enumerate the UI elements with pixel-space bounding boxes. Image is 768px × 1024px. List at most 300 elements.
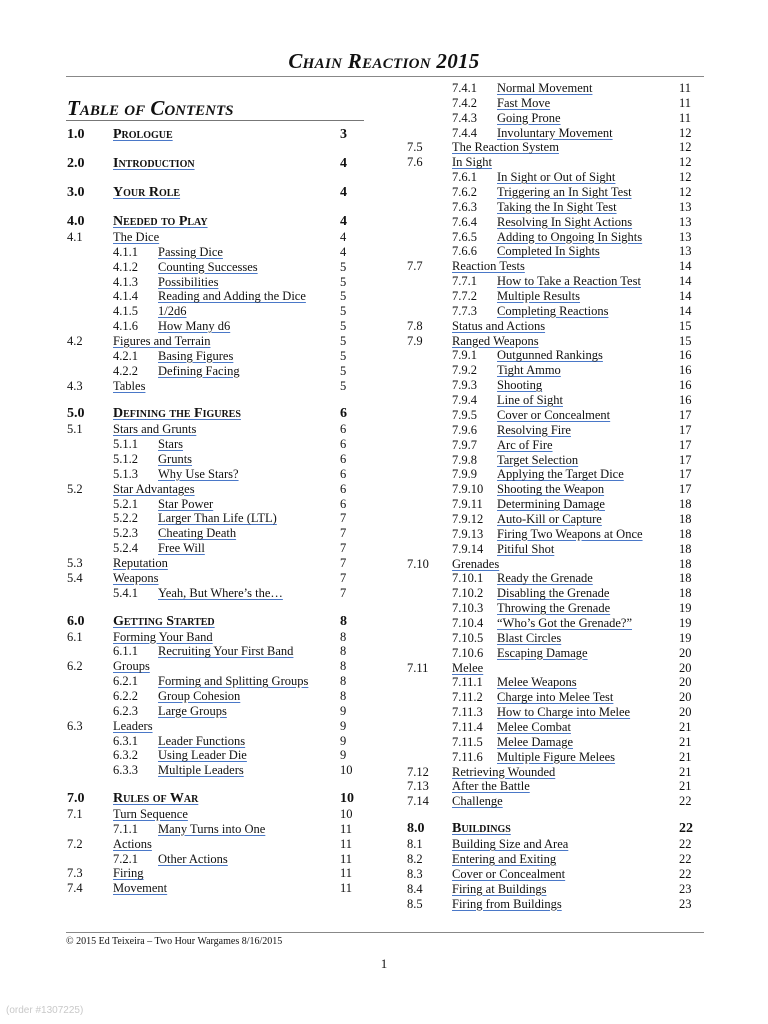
toc-entry-link[interactable]: Status and Actions	[452, 318, 546, 333]
toc-entry-number: 5.2	[67, 481, 83, 496]
toc-entry-page: 7	[340, 526, 347, 541]
toc-entry-number: 5.2.1	[113, 496, 138, 511]
toc-entry-link[interactable]: Melee Damage	[497, 734, 574, 749]
toc-entry[interactable]	[407, 735, 699, 750]
toc-entry-page: 14	[679, 259, 692, 274]
toc-entry[interactable]	[407, 274, 699, 289]
toc-entry-link[interactable]: Arc of Fire	[497, 437, 553, 452]
toc-entry-page: 22	[679, 866, 692, 881]
toc-entry-link[interactable]: Disabling the Grenade	[497, 586, 610, 601]
toc-entry-number: 7.10.4	[452, 615, 484, 630]
toc-entry-page: 13	[679, 214, 692, 229]
toc-section-heading[interactable]	[407, 821, 699, 837]
toc-entry-number: 7.4.2	[452, 95, 477, 110]
toc-entry-link[interactable]: Turn Sequence	[113, 807, 188, 822]
toc-entry-number: 7.0	[67, 791, 85, 807]
toc-entry-page: 6	[340, 406, 347, 422]
toc-entry-number: 8.5	[407, 896, 423, 911]
toc-entry-link[interactable]: After the Battle	[452, 779, 530, 794]
toc-entry-link[interactable]: Actions	[113, 836, 152, 851]
toc-entry-link[interactable]: Completed In Sights	[497, 244, 600, 259]
toc-entry-number: 3.0	[67, 185, 85, 200]
toc-entry[interactable]	[407, 140, 699, 155]
toc-entry[interactable]	[407, 200, 699, 215]
toc-entry-link[interactable]: Determining Damage	[497, 497, 605, 512]
toc-entry-link[interactable]: “Who’s Got the Grenade?”	[497, 615, 633, 630]
toc-entry-link[interactable]: Involuntary Movement	[497, 125, 613, 140]
toc-entry-number: 5.4	[67, 570, 83, 585]
toc-entry[interactable]	[407, 81, 699, 96]
toc-entry[interactable]	[407, 363, 699, 378]
toc-entry-link[interactable]: Your Role	[113, 185, 181, 200]
toc-entry-number: 7.10.3	[452, 601, 484, 616]
toc-entry-page: 17	[679, 422, 692, 437]
toc-entry-link[interactable]: Melee Combat	[497, 719, 571, 734]
toc-entry-number: 4.1.5	[113, 304, 138, 319]
toc-entry-link[interactable]: Taking the In Sight Test	[497, 199, 617, 214]
toc-entry-page: 5	[340, 363, 347, 378]
toc-entry-page: 13	[679, 199, 692, 214]
toc-entry[interactable]	[407, 867, 699, 882]
toc-entry[interactable]	[407, 661, 699, 676]
toc-entry-number: 7.9.11	[452, 497, 483, 512]
toc-entry-page: 14	[679, 274, 692, 289]
toc-entry-link[interactable]: Needed to Play	[113, 214, 208, 229]
toc-entry-number: 7.11.3	[452, 705, 483, 720]
toc-entry-link[interactable]: Outgunned Rankings	[497, 348, 603, 363]
toc-entry-link[interactable]: How Many d6	[158, 319, 231, 334]
toc-entry-link[interactable]: In Sight or Out of Sight	[497, 170, 616, 185]
toc-entry-link[interactable]: 1/2d6	[158, 304, 187, 319]
toc-entry[interactable]	[407, 837, 699, 852]
toc-entry-number: 4.1.1	[113, 244, 138, 259]
toc-entry-page: 9	[340, 703, 347, 718]
toc-entry-link[interactable]: Challenge	[452, 794, 503, 809]
toc-entry-link[interactable]: Forming and Splitting Groups	[158, 674, 309, 689]
toc-entry[interactable]	[407, 170, 699, 185]
toc-entry-number: 7.7.3	[452, 303, 477, 318]
toc-entry-number: 7.10	[407, 556, 429, 571]
toc-entry-link[interactable]: Figures and Terrain	[113, 333, 211, 348]
toc-entry-page: 13	[679, 244, 692, 259]
toc-entry-link[interactable]: Melee Weapons	[497, 675, 577, 690]
toc-entry-page: 10	[340, 763, 353, 778]
toc-entry-number: 6.2	[67, 659, 83, 674]
toc-entry[interactable]	[407, 646, 699, 661]
toc-entry-number: 4.3	[67, 378, 83, 393]
toc-entry-page: 16	[679, 393, 692, 408]
toc-entry-number: 6.0	[67, 613, 85, 629]
toc-entry-number: 7.2	[67, 836, 83, 851]
toc-entry-number: 7.6.4	[452, 214, 477, 229]
toc-entry-number: 5.4.1	[113, 585, 138, 600]
toc-entry-link[interactable]: Buildings	[452, 821, 511, 837]
toc-entry[interactable]	[407, 690, 699, 705]
toc-entry-page: 11	[340, 866, 353, 881]
toc-entry-number: 6.2.1	[113, 674, 138, 689]
toc-entry-number: 7.12	[407, 764, 429, 779]
toc-entry-link[interactable]: Leader Functions	[158, 733, 246, 748]
toc-entry-link[interactable]: Star Advantages	[113, 481, 195, 496]
toc-entry[interactable]	[407, 512, 699, 527]
toc-entry-link[interactable]: Throwing the Grenade	[497, 601, 611, 616]
toc-entry-link[interactable]: Grenades	[452, 556, 500, 571]
toc-entry-number: 7.6.6	[452, 244, 477, 259]
toc-entry[interactable]	[407, 259, 699, 274]
toc-entry-page: 12	[679, 155, 692, 170]
toc-entry[interactable]	[407, 675, 699, 690]
toc-entry-page: 10	[340, 791, 354, 807]
toc-entry-page: 5	[340, 274, 347, 289]
toc-entry-link[interactable]: The Dice	[113, 230, 160, 244]
toc-entry-page: 20	[679, 690, 692, 705]
toc-entry-number: 7.1.1	[113, 821, 138, 836]
footer-copyright: © 2015 Ed Teixeira – Two Hour Wargames 8/16/2015	[66, 936, 283, 947]
toc-entry-link[interactable]: Shooting the Weapon	[497, 482, 605, 497]
toc-entry-number: 7.9.14	[452, 541, 484, 556]
toc-entry-link[interactable]: Resolving Fire	[497, 422, 571, 437]
toc-entry-page: 4	[340, 185, 347, 200]
toc-entry-page: 15	[679, 333, 692, 348]
toc-entry-number: 7.1	[67, 807, 83, 822]
toc-entry[interactable]	[407, 155, 699, 170]
toc-entry[interactable]	[407, 185, 699, 200]
toc-entry-link[interactable]: Ranged Weapons	[452, 333, 539, 348]
toc-entry-number: 7.3	[67, 866, 83, 881]
toc-entry-page: 16	[679, 348, 692, 363]
toc-entry-link[interactable]: Prologue	[113, 127, 173, 142]
toc-entry-page: 6	[340, 466, 347, 481]
toc-entry-number: 5.1	[67, 422, 83, 437]
toc-entry-page: 11	[340, 836, 353, 851]
toc-entry-link[interactable]: Recruiting Your First Band	[158, 644, 294, 659]
toc-entry[interactable]	[407, 601, 699, 616]
toc-entry[interactable]	[407, 542, 699, 557]
toc-entry-number: 4.2.2	[113, 363, 138, 378]
toc-entry[interactable]	[407, 96, 699, 111]
toc-entry[interactable]	[407, 779, 699, 794]
toc-entry-number: 6.3.3	[113, 763, 138, 778]
toc-entry-link[interactable]: Retrieving Wounded	[452, 764, 556, 779]
toc-entry-page: 7	[340, 511, 347, 526]
order-note: (order #1307225)	[6, 1005, 84, 1016]
toc-entry-link[interactable]: Blast Circles	[497, 630, 562, 645]
toc-entry-link[interactable]: Multiple Figure Melees	[497, 749, 616, 764]
toc-entry-link[interactable]: Line of Sight	[497, 393, 563, 408]
toc-entry-page: 4	[340, 244, 347, 259]
toc-entry-page: 5	[340, 259, 347, 274]
toc-entry-link[interactable]: Firing	[113, 866, 144, 881]
toc-entry-page: 11	[679, 110, 692, 125]
toc-entry-page: 21	[679, 719, 692, 734]
toc-entry[interactable]	[407, 586, 699, 601]
toc-entry-number: 7.11	[407, 660, 429, 675]
toc-entry-number: 7.11.4	[452, 719, 483, 734]
toc-entry-link[interactable]: Going Prone	[497, 110, 561, 125]
toc-entry-link[interactable]: Escaping Damage	[497, 645, 588, 660]
toc-entry-link[interactable]: Tight Ammo	[497, 363, 561, 378]
toc-entry-number: 6.1.1	[113, 644, 138, 659]
toc-entry-link[interactable]: Applying the Target Dice	[497, 467, 624, 482]
toc-entry-page: 17	[679, 452, 692, 467]
toc-entry-page: 8	[340, 613, 347, 629]
toc-entry-link[interactable]: Entering and Exiting	[452, 852, 557, 866]
footer-rule	[66, 932, 704, 933]
toc-entry-link[interactable]: Large Groups	[158, 703, 227, 718]
toc-entry-number: 6.2.3	[113, 703, 138, 718]
toc-entry-number: 7.6	[407, 155, 423, 170]
toc-entry-link[interactable]: Possibilities	[158, 274, 219, 289]
toc-entry-link[interactable]: Triggering an In Sight Test	[497, 185, 632, 200]
toc-entry-number: 6.3	[67, 718, 83, 733]
toc-entry-link[interactable]: Firing Two Weapons at Once	[497, 526, 643, 541]
toc-entry[interactable]	[407, 334, 699, 349]
toc-entry-number: 8.0	[407, 821, 425, 837]
toc-entry-link[interactable]: Basing Figures	[158, 348, 234, 363]
toc-entry[interactable]	[407, 765, 699, 780]
toc-entry-page: 11	[340, 821, 353, 836]
toc-entry-link[interactable]: Pitiful Shot	[497, 541, 555, 556]
toc-entry-page: 5	[340, 333, 347, 348]
toc-entry-link[interactable]: Movement	[113, 881, 168, 896]
toc-entry-link[interactable]: Forming Your Band	[113, 629, 213, 644]
toc-entry-link[interactable]: Many Turns into One	[158, 821, 266, 836]
toc-entry-link[interactable]: Adding to Ongoing In Sights	[497, 229, 643, 244]
toc-entry[interactable]	[407, 467, 699, 482]
toc-entry-number: 7.10.6	[452, 645, 484, 660]
toc-entry[interactable]	[407, 557, 699, 572]
toc-entry[interactable]	[407, 750, 699, 765]
toc-entry-number: 8.1	[407, 837, 423, 852]
toc-entry-link[interactable]: Other Actions	[158, 851, 228, 866]
toc-entry-number: 5.2.3	[113, 526, 138, 541]
toc-entry-number: 5.1.1	[113, 437, 138, 452]
toc-entry-link[interactable]: Getting Started	[113, 613, 215, 629]
toc-entry-number: 8.3	[407, 866, 423, 881]
toc-entry[interactable]	[407, 378, 699, 393]
toc-entry-number: 6.1	[67, 629, 83, 644]
toc-entry-page: 6	[340, 452, 347, 467]
toc-entry-link[interactable]: Defining the Figures	[113, 406, 241, 422]
toc-entry-number: 7.11.6	[452, 749, 483, 764]
toc-entry-page: 23	[679, 881, 692, 896]
toc-entry-number: 7.4.4	[452, 125, 477, 140]
toc-entry-page: 14	[679, 289, 692, 304]
toc-entry-link[interactable]: Defining Facing	[158, 363, 240, 378]
toc-entry[interactable]	[407, 230, 699, 245]
toc-entry-page: 17	[679, 482, 692, 497]
toc-entry-link[interactable]: Fast Move	[497, 95, 551, 110]
toc-entry-number: 7.9.3	[452, 378, 477, 393]
toc-entry-number: 7.9.6	[452, 422, 477, 437]
toc-entry-link[interactable]: Cover or Concealment	[452, 866, 566, 881]
toc-entry-number: 5.1.3	[113, 466, 138, 481]
toc-entry-page: 9	[340, 733, 347, 748]
toc-entry-number: 7.10.5	[452, 630, 484, 645]
toc-entry-page: 17	[679, 467, 692, 482]
toc-entry-number: 7.9	[407, 333, 423, 348]
toc-entry-number: 4.1.6	[113, 319, 138, 334]
toc-entry-number: 7.7.2	[452, 289, 477, 304]
toc-entry[interactable]	[407, 482, 699, 497]
toc-entry-link[interactable]: Target Selection	[497, 452, 579, 467]
toc-entry[interactable]	[407, 393, 699, 408]
toc-entry-link[interactable]: Weapons	[113, 570, 159, 585]
toc-entry-link[interactable]: Normal Movement	[497, 81, 593, 95]
toc-entry[interactable]	[407, 319, 699, 334]
toc-entry-number: 7.4.1	[452, 81, 477, 95]
toc-entry-link[interactable]: Passing Dice	[158, 244, 223, 259]
toc-entry-page: 19	[679, 630, 692, 645]
toc-entry-number: 7.4	[67, 881, 83, 896]
toc-entry-link[interactable]: Tables	[113, 378, 146, 393]
page-number: 1	[380, 956, 388, 971]
toc-entry-link[interactable]: Multiple Leaders	[158, 763, 244, 778]
toc-entry-number: 4.2	[67, 333, 83, 348]
toc-entry-page: 19	[679, 615, 692, 630]
toc-entry-link[interactable]: Reaction Tests	[452, 259, 525, 274]
toc-entry-link[interactable]: Rules of War	[113, 791, 199, 807]
toc-entry-number: 7.10.2	[452, 586, 484, 601]
toc-entry-page: 20	[679, 645, 692, 660]
toc-entry-link[interactable]: Ready the Grenade	[497, 571, 593, 586]
toc-entry-link[interactable]: Star Power	[158, 496, 214, 511]
toc-entry-page: 21	[679, 764, 692, 779]
toc-entry-page: 7	[340, 585, 347, 600]
toc-entry[interactable]	[407, 289, 699, 304]
toc-entry-page: 12	[679, 125, 692, 140]
toc-entry[interactable]	[407, 794, 699, 809]
toc-entry-number: 7.6.2	[452, 185, 477, 200]
toc-entry-number: 6.3.2	[113, 748, 138, 763]
toc-entry[interactable]	[407, 571, 699, 586]
toc-entry-page: 7	[340, 556, 347, 570]
toc-entry-link[interactable]: Firing from Buildings	[452, 896, 562, 911]
toc-entry-link[interactable]: Auto-Kill or Capture	[497, 511, 602, 526]
toc-entry-link[interactable]: Counting Successes	[158, 259, 258, 274]
toc-entry-link[interactable]: Stars and Grunts	[113, 422, 197, 437]
toc-entry[interactable]	[407, 852, 699, 867]
toc-entry-link[interactable]: Leaders	[113, 718, 153, 733]
toc-entry-link[interactable]: Multiple Results	[497, 289, 580, 304]
toc-entry[interactable]	[407, 882, 699, 897]
toc-entry-number: 7.6.1	[452, 170, 477, 185]
toc-entry-page: 6	[340, 422, 347, 437]
toc-entry[interactable]	[407, 897, 699, 912]
toc-entry-link[interactable]: In Sight	[452, 155, 492, 170]
toc-entry-page: 8	[340, 688, 347, 703]
toc-entry-link[interactable]: Firing at Buildings	[452, 881, 547, 896]
toc-entry-link[interactable]: Melee	[452, 660, 484, 675]
toc-entry-link[interactable]: How to Take a Reaction Test	[497, 274, 641, 289]
toc-entry-number: 7.6.3	[452, 199, 477, 214]
toc-entry-page: 8	[340, 659, 347, 674]
toc-entry-link[interactable]: Completing Reactions	[497, 303, 609, 318]
toc-entry-link[interactable]: Charge into Melee Test	[497, 690, 614, 705]
toc-entry-link[interactable]: Grunts	[158, 452, 193, 467]
toc-entry-link[interactable]: Using Leader Die	[158, 748, 247, 763]
toc-entry-number: 7.9.8	[452, 452, 477, 467]
toc-entry[interactable]	[407, 408, 699, 423]
toc-entry[interactable]	[407, 111, 699, 126]
toc-entry-page: 3	[340, 127, 347, 142]
toc-entry-link[interactable]: Free Will	[158, 541, 205, 556]
toc-entry-number: 7.13	[407, 779, 429, 794]
toc-entry-page: 4	[340, 230, 347, 244]
toc-entry-number: 5.0	[67, 406, 85, 422]
toc-entry-link[interactable]: Stars	[158, 437, 183, 452]
toc-entry-number: 5.3	[67, 556, 83, 570]
toc-entry-page: 18	[679, 541, 692, 556]
toc-entry-page: 18	[679, 497, 692, 512]
toc-entry-link[interactable]: Introduction	[113, 156, 195, 171]
toc-entry-page: 9	[340, 748, 347, 763]
toc-entry[interactable]	[407, 438, 699, 453]
toc-entry-link[interactable]: Building Size and Area	[452, 837, 569, 852]
toc-entry[interactable]	[407, 215, 699, 230]
toc-entry-link[interactable]: Group Cohesion	[158, 688, 241, 703]
toc-entry-number: 7.8	[407, 318, 423, 333]
toc-entry-link[interactable]: How to Charge into Melee	[497, 705, 631, 720]
toc-entry[interactable]	[407, 705, 699, 720]
toc-entry-link[interactable]: Shooting	[497, 378, 543, 393]
toc-entry[interactable]	[407, 616, 699, 631]
toc-entry-number: 4.1.2	[113, 259, 138, 274]
toc-entry-link[interactable]: Cheating Death	[158, 526, 237, 541]
toc-entry-number: 6.3.1	[113, 733, 138, 748]
toc-entry[interactable]	[407, 497, 699, 512]
toc-entry-link[interactable]: Yeah, But Where’s the…	[158, 585, 283, 600]
toc-entry-page: 9	[340, 718, 347, 733]
toc-entry-page: 18	[679, 586, 692, 601]
toc-entry[interactable]	[407, 126, 699, 141]
toc-entry-number: 7.7.1	[452, 274, 477, 289]
toc-title: Table of Contents	[67, 96, 234, 120]
toc-entry[interactable]	[407, 527, 699, 542]
toc-entry-number: 4.2.1	[113, 348, 138, 363]
toc-entry[interactable]	[407, 453, 699, 468]
toc-entry-link[interactable]: Larger Than Life (LTL)	[158, 511, 277, 526]
toc-entry-link[interactable]: Cover or Concealment	[497, 407, 611, 422]
toc-entry-number: 7.14	[407, 794, 429, 809]
header-title: Chain Reaction 2015	[288, 49, 480, 73]
toc-entry-link[interactable]: Resolving In Sight Actions	[497, 214, 633, 229]
toc-entry-page: 13	[679, 229, 692, 244]
toc-entry-number: 7.5	[407, 140, 423, 155]
toc-entry-page: 6	[340, 437, 347, 452]
toc-entry-link[interactable]: Reputation	[113, 556, 168, 570]
toc-entry-number: 7.9.4	[452, 393, 477, 408]
toc-entry-page: 6	[340, 496, 347, 511]
toc-entry[interactable]	[407, 348, 699, 363]
toc-entry-number: 4.1.4	[113, 289, 138, 304]
toc-entry[interactable]	[407, 244, 699, 259]
toc-entry-page: 20	[679, 705, 692, 720]
toc-entry-number: 5.2.2	[113, 511, 138, 526]
toc-entry[interactable]	[407, 304, 699, 319]
toc-entry-link[interactable]: Reading and Adding the Dice	[158, 289, 306, 304]
toc-entry-link[interactable]: The Reaction System	[452, 140, 559, 155]
toc-entry-link[interactable]: Groups	[113, 659, 150, 674]
toc-entry[interactable]	[407, 631, 699, 646]
toc-entry-number: 7.10.1	[452, 571, 484, 586]
toc-entry-number: 5.1.2	[113, 452, 138, 467]
toc-entry[interactable]	[407, 720, 699, 735]
toc-entry-page: 7	[340, 541, 347, 556]
toc-entry-link[interactable]: Why Use Stars?	[158, 466, 239, 481]
toc-entry-page: 18	[679, 571, 692, 586]
toc-entry[interactable]	[407, 423, 699, 438]
